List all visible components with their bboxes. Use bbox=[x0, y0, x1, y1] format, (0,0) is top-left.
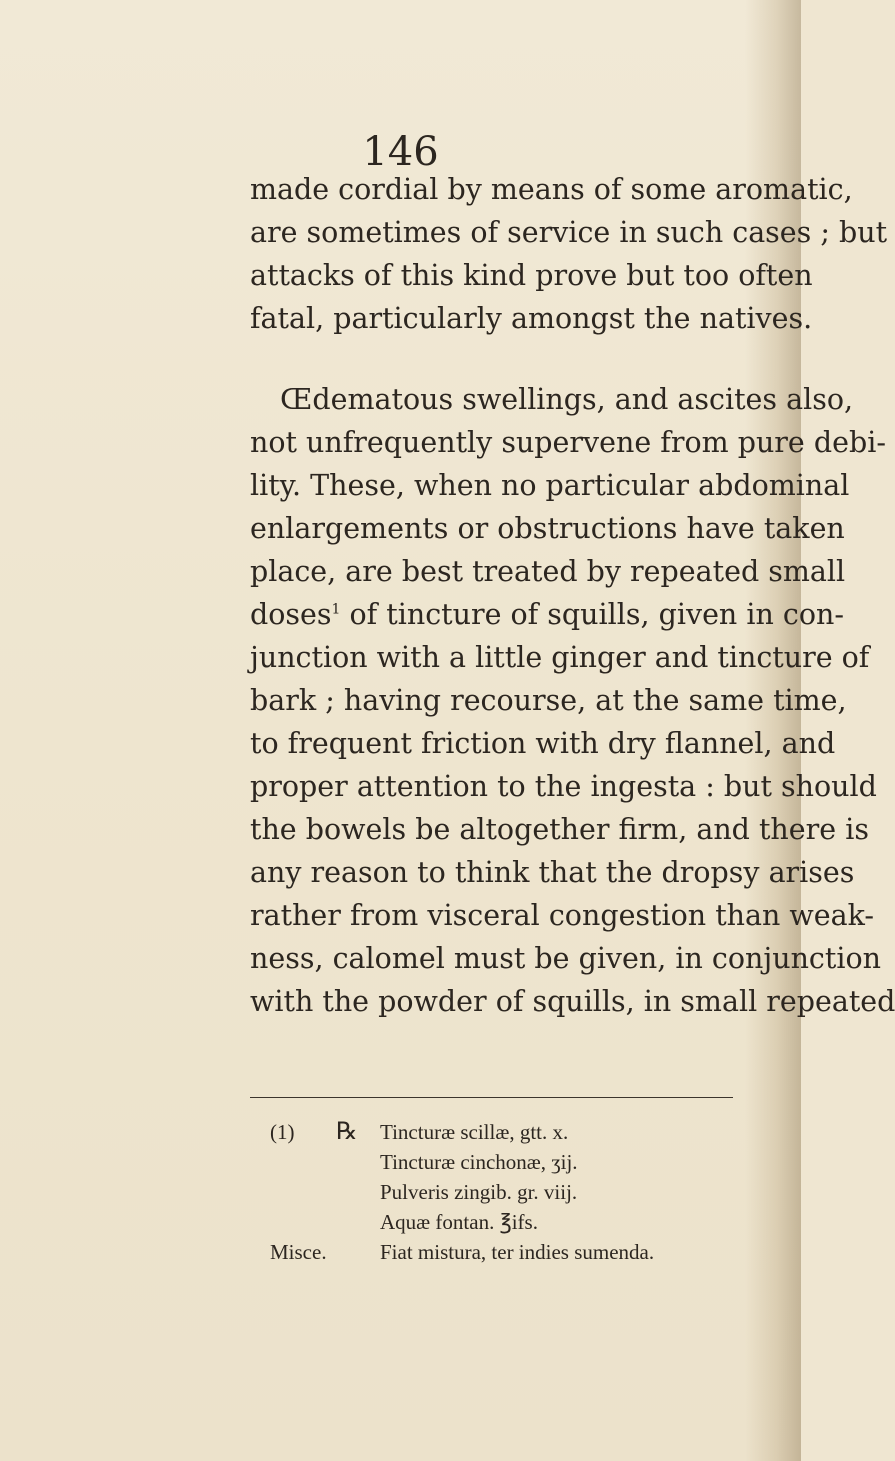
ingredient-line: Tincturæ scillæ, gtt. x. bbox=[380, 1120, 569, 1144]
footnote-reference[interactable]: 1 bbox=[331, 601, 341, 618]
text-line: to frequent friction with dry flannel, and bbox=[250, 727, 836, 760]
footnote-row bbox=[270, 1237, 790, 1267]
text-line: the bowels be altogether firm, and there is bbox=[250, 813, 869, 846]
text-line: place, are best treated by repeated small bbox=[250, 555, 846, 588]
text-line: junction with a little ginger and tincture of bbox=[250, 641, 870, 674]
text-line: bark ; having recourse, at the same time, bbox=[250, 684, 847, 717]
misce-label: Misce. bbox=[270, 1240, 327, 1264]
text-line: made cordial by means of some aromatic, bbox=[250, 173, 853, 206]
ingredient-line: Tincturæ cinchonæ, ʒij. bbox=[380, 1150, 578, 1174]
text-line: fatal, particularly amongst the natives. bbox=[250, 302, 813, 335]
footnote-number: (1) bbox=[270, 1120, 295, 1144]
footnote-divider bbox=[250, 1097, 733, 1098]
instruction-line: Fiat mistura, ter indies sumenda. bbox=[380, 1240, 655, 1264]
text-line: attacks of this kind prove but too often bbox=[250, 259, 813, 292]
text-line: enlargements or obstructions have taken bbox=[250, 512, 845, 545]
recipe-symbol: ℞ bbox=[336, 1119, 358, 1145]
footnote-row bbox=[270, 1207, 790, 1237]
text-line: lity. These, when no particular abdominal bbox=[250, 469, 850, 502]
text-line: ness, calomel must be given, in conjunction bbox=[250, 942, 881, 975]
text-line: rather from visceral congestion than weak- bbox=[250, 899, 875, 932]
footnote-row bbox=[270, 1147, 790, 1177]
text-line: are sometimes of service in such cases ; but bbox=[250, 216, 888, 249]
page-number: 146 bbox=[362, 129, 439, 175]
footnote-row bbox=[270, 1117, 790, 1147]
text-line: Œdematous swellings, and ascites also, bbox=[280, 383, 854, 416]
text-line bbox=[250, 593, 844, 636]
ingredient-line: Pulveris zingib. gr. viij. bbox=[380, 1180, 578, 1204]
text-fragment: doses bbox=[250, 598, 332, 631]
main-text bbox=[250, 168, 895, 1023]
text-line: any reason to think that the dropsy arises bbox=[250, 856, 855, 889]
ingredient-line: Aquæ fontan. ℥ifs. bbox=[380, 1210, 538, 1234]
footnote-row bbox=[270, 1177, 790, 1207]
text-line: with the powder of squills, in small repeated bbox=[250, 985, 895, 1018]
text-fragment: of tincture of squills, given in con- bbox=[349, 598, 844, 631]
text-line: proper attention to the ingesta : but should bbox=[250, 770, 877, 803]
paragraph-break bbox=[250, 340, 788, 378]
footnote-prescription bbox=[270, 1117, 790, 1267]
text-line: not unfrequently supervene from pure debi- bbox=[250, 426, 886, 459]
